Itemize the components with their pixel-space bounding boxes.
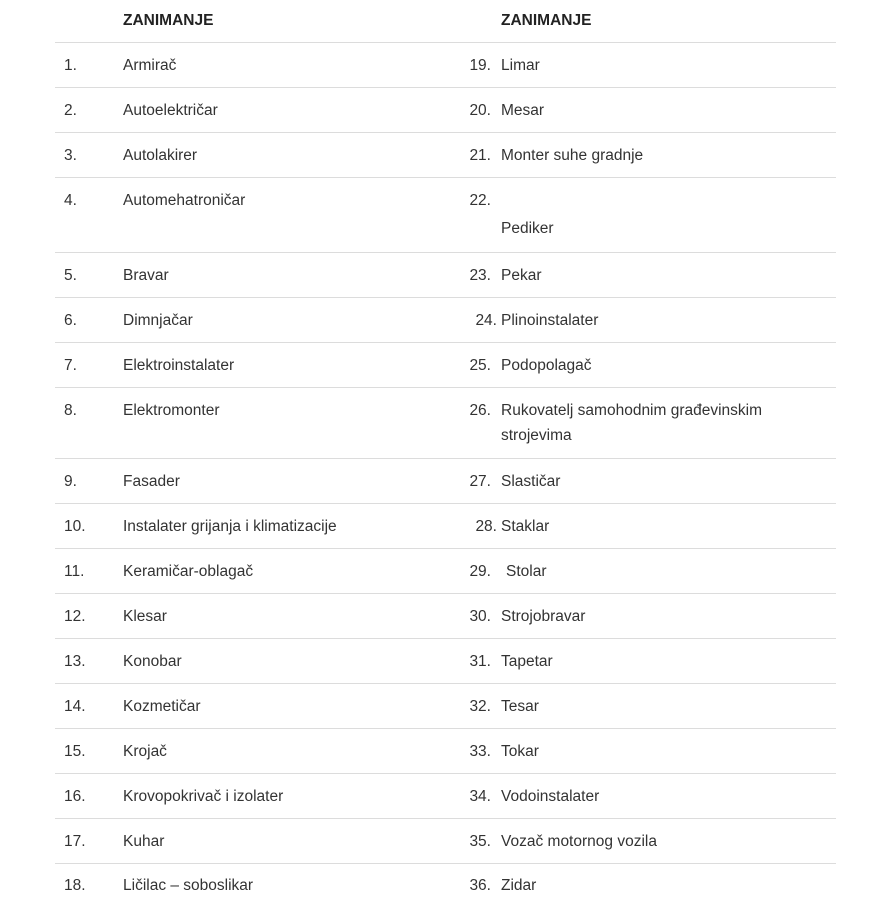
occupation-left: Armirač [123, 43, 433, 88]
occupation-right: Staklar [501, 504, 836, 549]
occupation-right: Monter suhe gradnje [501, 133, 836, 178]
row-number-left: 12. [55, 594, 123, 639]
row-number-right: 25. [433, 343, 501, 388]
occupation-left: Dimnjačar [123, 298, 433, 343]
row-number-right: 28. [433, 504, 501, 549]
row-number-left: 14. [55, 684, 123, 729]
table-row [55, 43, 836, 88]
occupation-right: Podopolagač [501, 343, 836, 388]
row-number-left: 9. [55, 459, 123, 504]
occupation-right [501, 549, 836, 594]
row-number-right: 36. [469, 877, 491, 894]
occupation-right: Pekar [501, 253, 836, 298]
occupation-left: Krovopokrivač i izolater [123, 774, 433, 819]
row-number-right: 33. [433, 729, 501, 774]
table-row [55, 594, 836, 639]
row-number-left: 6. [55, 298, 123, 343]
occupation-right: Strojobravar [501, 594, 836, 639]
row-number-left: 4. [55, 178, 123, 253]
occupation-left: Autolakirer [123, 133, 433, 178]
row-number-right: 31. [433, 639, 501, 684]
occupation-right [501, 178, 836, 253]
occupation-right: Plinoinstalater [501, 298, 836, 343]
row-number-left: 1. [55, 43, 123, 88]
row-number-left: 15. [55, 729, 123, 774]
row-number-right: 30. [433, 594, 501, 639]
table-row [55, 253, 836, 298]
occupation-right: Mesar [501, 88, 836, 133]
occupation-right: Vodoinstalater [501, 774, 836, 819]
row-number-left: 5. [55, 253, 123, 298]
occupation-right: Zidar [501, 877, 537, 894]
row-number-right: 29. [433, 549, 501, 594]
table-row [55, 819, 836, 864]
row-number-right: 22. [433, 178, 501, 253]
row-number-right: 20. [433, 88, 501, 133]
row-number-right: 34. [433, 774, 501, 819]
table-row [55, 388, 836, 459]
occupation-right-text: Pediker [501, 220, 554, 237]
header-number-cell-left [55, 0, 123, 43]
occupation-left: Kozmetičar [123, 684, 433, 729]
occupation-right: Tapetar [501, 639, 836, 684]
occupations-table [55, 0, 836, 910]
occupation-left: Elektromonter [123, 388, 433, 459]
occupation-left: Kuhar [123, 819, 433, 864]
row-number-left: 7. [55, 343, 123, 388]
occupation-left: Keramičar-oblagač [123, 549, 433, 594]
row-number-left: 2. [55, 88, 123, 133]
occupation-left: Klesar [123, 594, 433, 639]
occupation-right: Tesar [501, 684, 836, 729]
table-row [55, 343, 836, 388]
occupation-right: Tokar [501, 729, 836, 774]
occupation-left: Konobar [123, 639, 433, 684]
row-number-left: 18. [64, 877, 86, 894]
row-number-right: 21. [433, 133, 501, 178]
occupation-right: Slastičar [501, 459, 836, 504]
row-number-left: 10. [55, 504, 123, 549]
row-number-right: 26. [433, 388, 501, 459]
table-row [55, 729, 836, 774]
table-row [55, 639, 836, 684]
occupation-left: Automehatroničar [123, 178, 433, 253]
table-row [55, 298, 836, 343]
occupation-left: Elektroinstalater [123, 343, 433, 388]
occupation-left: Autoelektričar [123, 88, 433, 133]
table-header-row [55, 0, 836, 43]
row-number-left: 8. [55, 388, 123, 459]
occupation-left: Krojač [123, 729, 433, 774]
occupation-left: Ličilac – soboslikar [123, 877, 254, 894]
occupation-right: Limar [501, 43, 836, 88]
occupation-left: Instalater grijanja i klimatizacije [123, 504, 433, 549]
occupation-left: Bravar [123, 253, 433, 298]
table-row [55, 684, 836, 729]
row-number-left: 3. [55, 133, 123, 178]
table-row [55, 133, 836, 178]
header-number-cell-right [433, 0, 501, 43]
occupation-right-text: Stolar [506, 563, 547, 580]
row-number-left: 13. [55, 639, 123, 684]
table-row [55, 459, 836, 504]
occupation-right: Vozač motornog vozila [501, 819, 836, 864]
table-row [55, 178, 836, 253]
row-number-left: 11. [55, 549, 123, 594]
occupation-left: Fasader [123, 459, 433, 504]
row-number-right: 35. [433, 819, 501, 864]
row-number-right: 23. [433, 253, 501, 298]
table-row [55, 88, 836, 133]
table-row [55, 864, 836, 910]
header-occupation-left: ZANIMANJE [123, 0, 433, 43]
row-number-right: 24. [433, 298, 501, 343]
table-row [55, 774, 836, 819]
row-number-left: 16. [55, 774, 123, 819]
row-number-right: 19. [433, 43, 501, 88]
occupation-right: Rukovatelj samohodnim građevinskim strojevima [501, 388, 836, 459]
header-occupation-right: ZANIMANJE [501, 0, 836, 43]
row-number-left: 17. [55, 819, 123, 864]
table-row [55, 549, 836, 594]
row-number-right: 32. [433, 684, 501, 729]
table-row [55, 504, 836, 549]
row-number-right: 27. [433, 459, 501, 504]
